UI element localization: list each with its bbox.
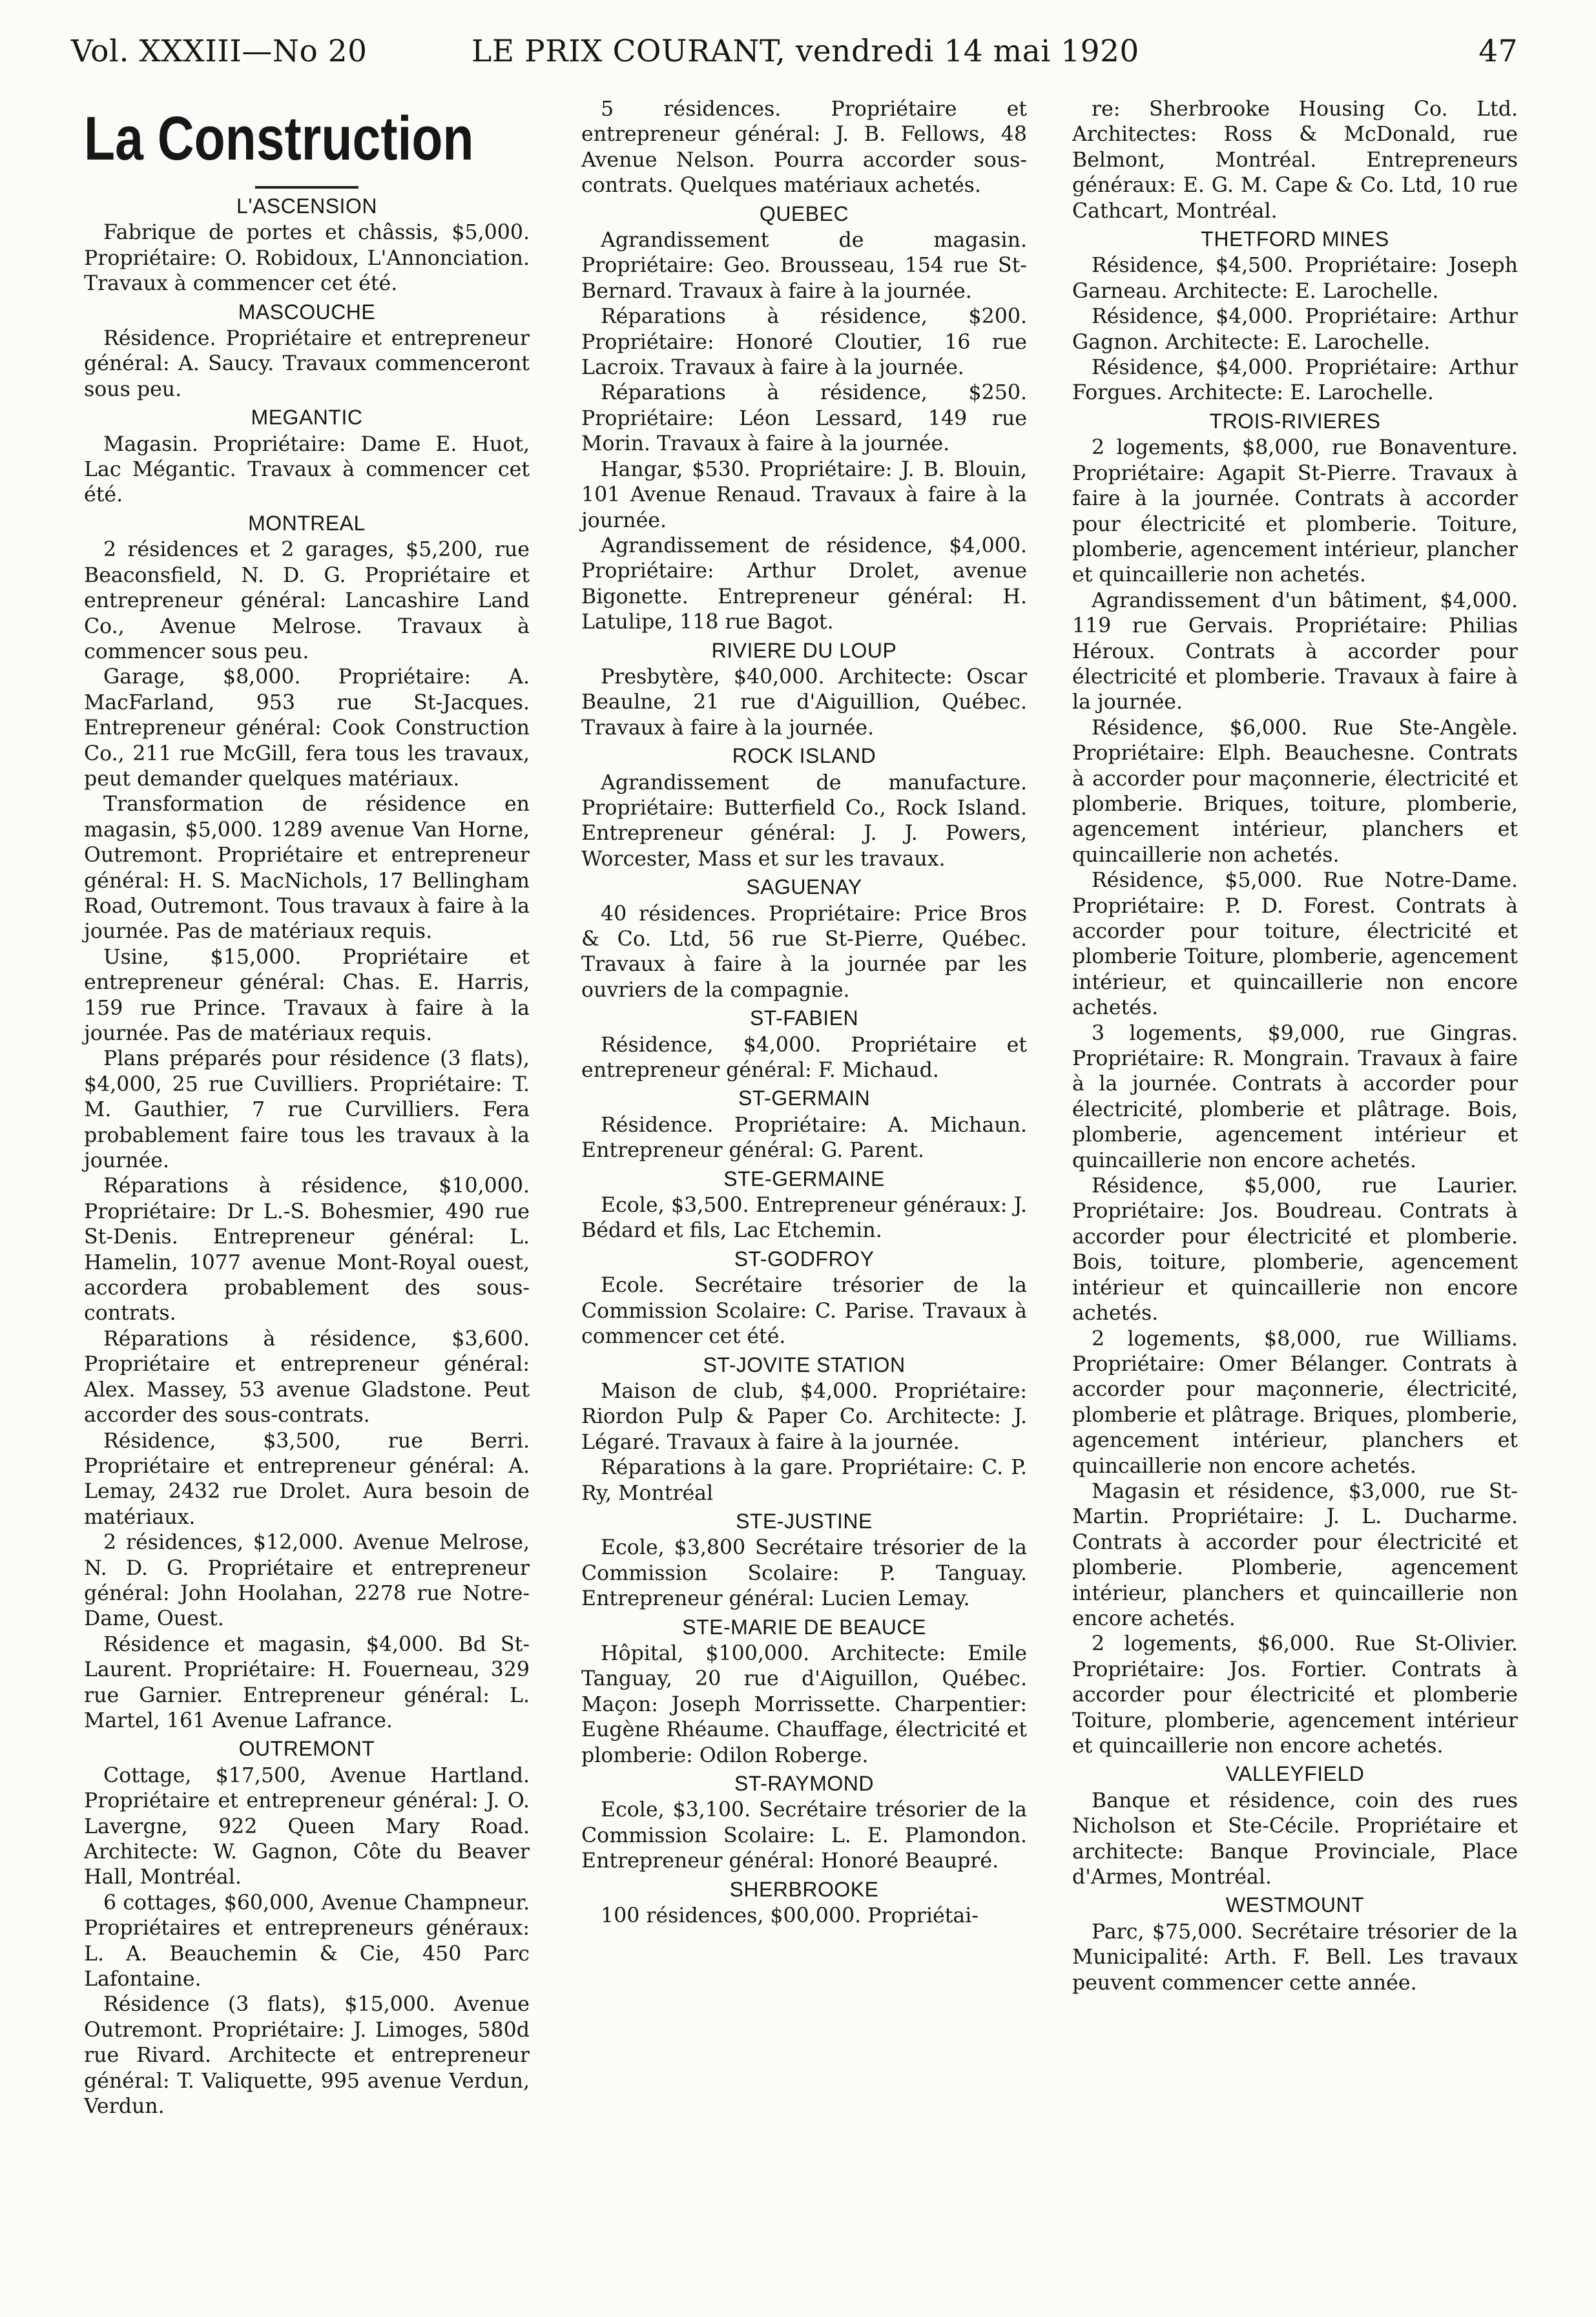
town-heading: ST-JOVITE STATION — [703, 1353, 906, 1377]
construction-entry: Magasin et résidence, $3,000, rue St-Martin. Propriétaire: J. L. Ducharme. Contrats à accorder pour électricité et plomberie. Plomberie, agencement intérieur, planchers et quincaillerie non encore achetés. — [1072, 1479, 1518, 1630]
town-heading: ST-GERMAIN — [738, 1086, 871, 1110]
newspaper-masthead: LE PRIX COURANT, vendredi 14 mai 1920 — [472, 34, 1139, 69]
construction-entry: Résidence et magasin, $4,000. Bd St-Laurent. Propriétaire: H. Fouerneau, 329 rue Garnier. Entrepreneur général: L. Martel, 161 Avenue Lafrance. — [84, 1632, 530, 1732]
town-heading: STE-GERMAINE — [723, 1167, 885, 1190]
construction-entry: Réparations à résidence, $200. Propriétaire: Honoré Cloutier, 16 rue Lacroix. Travaux à faire à la journée. — [581, 305, 1027, 380]
construction-entry: 2 résidences, $12,000. Avenue Melrose, N. D. G. Propriétaire et entrepreneur général: John Hoolahan, 2278 rue Notre-Dame, Ouest. — [84, 1531, 530, 1631]
construction-entry: Réparations à la gare. Propriétaire: C. P. Ry, Montréal — [581, 1456, 1027, 1505]
town-heading: MEGANTIC — [251, 406, 363, 430]
construction-entry: Hangar, $530. Propriétaire: J. B. Blouin, 101 Avenue Renaud. Travaux à faire à la journée. — [581, 457, 1027, 532]
section-title: La Construction — [84, 104, 474, 173]
construction-entry: Magasin. Propriétaire: Dame E. Huot, Lac Mégantic. Travaux à commencer cet été. — [84, 432, 530, 507]
construction-entry: Résidence, $5,000, rue Laurier. Propriétaire: Jos. Boudreau. Contrats à accorder pour électricité et plomberie. Bois, toiture, plomberie, agencement intérieur et quincaillerie non encore achetés. — [1072, 1174, 1518, 1325]
column-2 — [581, 97, 1027, 1929]
construction-entry: Résidence, $6,000. Rue Ste-Angèle. Propriétaire: Elph. Beauchesne. Contrats à accorder pour maçonnerie, électricité et plomberie. Briques, toiture, plomberie, agencement intérieur, planchers et quincaillerie non achetés. — [1072, 716, 1518, 867]
town-heading: SAGUENAY — [746, 875, 862, 899]
construction-entry: 40 résidences. Propriétaire: Price Bros & Co. Ltd, 56 rue St-Pierre, Québec. Travaux à faire à la journée par les ouvriers de la compagnie. — [581, 902, 1027, 1002]
construction-entry: 100 résidences, $00,000. Propriétai- — [601, 1904, 979, 1928]
construction-entry: Résidence, $5,000. Rue Notre-Dame. Propriétaire: P. D. Forest. Contrats à accorder pour toiture, électricité et plomberie Toiture, plomberie, agencement intérieur, et quincaillerie non encore achetés. — [1072, 869, 1518, 1020]
construction-entry: 2 résidences et 2 garages, $5,200, rue Beaconsfield, N. D. G. Propriétaire et entrepreneur général: Lancashire Land Co., Avenue Melrose. Travaux à commencer sous peu. — [84, 538, 530, 663]
column-1 — [84, 103, 530, 2119]
construction-entry: Réparations à résidence, $250. Propriétaire: Léon Lessard, 149 rue Morin. Travaux à faire à la journée. — [581, 381, 1027, 456]
construction-entry: 5 résidences. Propriétaire et entrepreneur général: J. B. Fellows, 48 Avenue Nelson. Pourra accorder sous-contrats. Quelques matériaux achetés. — [581, 98, 1027, 198]
construction-entry: Banque et résidence, coin des rues Nicholson et Ste-Cécile. Propriétaire et architecte: Banque Provinciale, Place d'Armes, Montréal. — [1072, 1789, 1518, 1889]
construction-entry: Transformation de résidence en magasin, $5,000. 1289 avenue Van Horne, Outremont. Propriétaire et entrepreneur général: H. S. MacNichols, 17 Bellingham Road, Outremont. Tous travaux à faire à la journée. Pas de matériaux requis. — [84, 793, 530, 944]
construction-entry: Ecole, $3,100. Secrétaire trésorier de la Commission Scolaire: L. E. Plamondon. Entrepreneur général: Honoré Beaupré. — [581, 1798, 1027, 1873]
column-3 — [1072, 97, 1518, 1996]
construction-entry: Ecole. Secrétaire trésorier de la Commission Scolaire: C. Parise. Travaux à commencer cet été. — [581, 1274, 1027, 1349]
town-heading: ST-RAYMOND — [734, 1772, 874, 1795]
construction-entry: Maison de club, $4,000. Propriétaire: Riordon Pulp & Paper Co. Architecte: J. Légaré. Travaux à faire à la journée. — [581, 1379, 1027, 1454]
construction-entry: Cottage, $17,500, Avenue Hartland. Propriétaire et entrepreneur général: J. O. Lavergne, 922 Queen Mary Road. Architecte: W. Gagnon, Côte du Beaver Hall, Montréal. — [84, 1763, 530, 1889]
construction-entry: Résidence, $4,500. Propriétaire: Joseph Garneau. Architecte: E. Larochelle. — [1072, 254, 1518, 303]
construction-entry: Résidence, $4,000. Propriétaire: Arthur Forgues. Architecte: E. Larochelle. — [1072, 356, 1518, 405]
construction-entry: Résidence, $4,000. Propriétaire: Arthur Gagnon. Architecte: E. Larochelle. — [1072, 305, 1518, 354]
volume-number: Vol. XXXIII—No 20 — [71, 34, 368, 69]
town-heading: SHERBROOKE — [729, 1877, 879, 1901]
construction-entry: Résidence. Propriétaire et entrepreneur général: A. Saucy. Travaux commenceront sous peu. — [84, 327, 530, 401]
town-heading: ROCK ISLAND — [732, 744, 876, 768]
construction-entry: Ecole, $3,500. Entrepreneur généraux: J. Bédard et fils, Lac Etchemin. — [581, 1194, 1027, 1243]
construction-entry: Résidence, $4,000. Propriétaire et entrepreneur général: F. Michaud. — [581, 1033, 1027, 1083]
construction-entry: 6 cottages, $60,000, Avenue Champneur. Propriétaires et entrepreneurs généraux: L. A. Beauchemin & Cie, 450 Parc Lafontaine. — [84, 1891, 530, 1991]
construction-entry: Garage, $8,000. Propriétaire: A. MacFarland, 953 rue St-Jacques. Entrepreneur général: Cook Construction Co., 211 rue McGill, fera tous les travaux, peut demander quelques matériaux. — [84, 665, 530, 791]
town-heading: STE-MARIE DE BEAUCE — [682, 1615, 926, 1639]
construction-entry: Réparations à résidence, $3,600. Propriétaire et entrepreneur général: Alex. Massey, 53 avenue Gladstone. Peut accorder des sous-contrats. — [84, 1327, 530, 1428]
construction-entry: Presbytère, $40,000. Architecte: Oscar Beaulne, 21 rue d'Aiguillion, Québec. Travaux à faire à la journée. — [581, 665, 1027, 740]
construction-entry: 2 logements, $6,000. Rue St-Olivier. Propriétaire: Jos. Fortier. Contrats à accorder pour électricité et plomberie Toiture, plomberie, agencement intérieur et quincaillerie non encore achetés. — [1072, 1632, 1518, 1758]
town-heading: MONTREAL — [248, 511, 366, 535]
construction-entry: Fabrique de portes et châssis, $5,000. Propriétaire: O. Robidoux, L'Annonciation. Travaux à commencer cet été. — [84, 221, 530, 296]
page-header — [71, 34, 1518, 79]
town-heading: VALLEYFIELD — [1225, 1762, 1365, 1786]
town-heading: MASCOUCHE — [238, 300, 376, 324]
construction-entry: Hôpital, $100,000. Architecte: Emile Tanguay, 20 rue d'Aiguillon, Québec. Maçon: Joseph Morrissette. Charpentier: Eugène Rhéaume. Chauffage, électricité et plomberie: Odilon Roberge. — [581, 1641, 1027, 1767]
construction-entry: 2 logements, $8,000, rue Bonaventure. Propriétaire: Agapit St-Pierre. Travaux à faire à la journée. Contrats à accorder pour électricité et plomberie. Toiture, plomberie, agencement intérieur, plancher et quincaillerie non achetés. — [1072, 436, 1518, 587]
town-heading: RIVIERE DU LOUP — [711, 638, 897, 662]
title-rule — [255, 186, 358, 189]
construction-entry: 3 logements, $9,000, rue Gingras. Propriétaire: R. Mongrain. Travaux à faire à la journée. Contrats à accorder pour électricité, plomberie et plâtrage. Bois, plomberie, agencement intérieur et quincaillerie non encore achetés. — [1072, 1021, 1518, 1172]
construction-entry: Résidence, $3,500, rue Berri. Propriétaire et entrepreneur général: A. Lemay, 2432 rue Drolet. Aura besoin de matériaux. — [84, 1429, 530, 1529]
town-heading: TROIS-RIVIERES — [1209, 409, 1381, 433]
town-heading: THETFORD MINES — [1201, 227, 1389, 251]
town-heading: QUEBEC — [759, 202, 849, 225]
construction-entry: Résidence. Propriétaire: A. Michaun. Entrepreneur général: G. Parent. — [581, 1113, 1027, 1163]
page-number: 47 — [1478, 34, 1518, 69]
town-heading: ST-GODFROY — [734, 1247, 875, 1271]
construction-entry: 2 logements, $8,000, rue Williams. Propriétaire: Omer Bélanger. Contrats à accorder pour maçonnerie, électricité, plomberie et plâtrage. Briques, plomberie, agencement intérieur, planchers et quincaillerie non encore achetés. — [1072, 1327, 1518, 1478]
construction-entry: Agrandissement de manufacture. Propriétaire: Butterfield Co., Rock Island. Entrepreneur général: J. J. Powers, Worcester, Mass et sur les travaux. — [581, 771, 1027, 871]
construction-entry: Parc, $75,000. Secrétaire trésorier de la Municipalité: Arth. F. Bell. Les travaux peuvent commencer cette année. — [1072, 1920, 1518, 1995]
construction-entry: Plans préparés pour résidence (3 flats), $4,000, 25 rue Cuvilliers. Propriétaire: T. M. Gauthier, 7 rue Curvilliers. Fera probablement faire tous les travaux à la journée. — [84, 1047, 530, 1173]
construction-entry: Réparations à résidence, $10,000. Propriétaire: Dr L.-S. Bohesmier, 490 rue St-Denis. Entrepreneur général: L. Hamelin, 1077 avenue Mont-Royal ouest, accordera probablement des sous-contrats. — [84, 1174, 530, 1325]
town-heading: STE-JUSTINE — [736, 1509, 873, 1533]
construction-entry: Ecole, $3,800 Secrétaire trésorier de la Commission Scolaire: P. Tanguay. Entrepreneur général: Lucien Lemay. — [581, 1536, 1027, 1611]
town-heading: L'ASCENSION — [236, 194, 377, 218]
construction-entry: Agrandissement d'un bâtiment, $4,000. 119 rue Gervais. Propriétaire: Philias Héroux. Contrats à accorder pour électricité et plomberie. Travaux à faire à la journée. — [1072, 588, 1518, 714]
town-heading: OUTREMONT — [238, 1737, 375, 1761]
construction-entry: Agrandissement de magasin. Propriétaire: Geo. Brousseau, 154 rue St-Bernard. Travaux à faire à la journée. — [581, 229, 1027, 303]
construction-entry: Résidence (3 flats), $15,000. Avenue Outremont. Propriétaire: J. Limoges, 580d rue Rivard. Architecte et entrepreneur général: T. Valiquette, 995 avenue Verdun, Verdun. — [84, 1993, 530, 2119]
construction-entry: Usine, $15,000. Propriétaire et entrepreneur général: Chas. E. Harris, 159 rue Prince. Travaux à faire à la journée. Pas de matériaux requis. — [84, 945, 530, 1045]
town-heading: ST-FABIEN — [749, 1006, 859, 1030]
construction-entry: Agrandissement de résidence, $4,000. Propriétaire: Arthur Drolet, avenue Bigonette. Entrepreneur général: H. Latulipe, 118 rue Bagot. — [581, 534, 1027, 634]
construction-entry: re: Sherbrooke Housing Co. Ltd. Architectes: Ross & McDonald, rue Belmont, Montréal. Entrepreneurs généraux: E. G. M. Cape & Co. Ltd, 10 rue Cathcart, Montréal. — [1072, 98, 1518, 223]
town-heading: WESTMOUNT — [1225, 1893, 1365, 1917]
